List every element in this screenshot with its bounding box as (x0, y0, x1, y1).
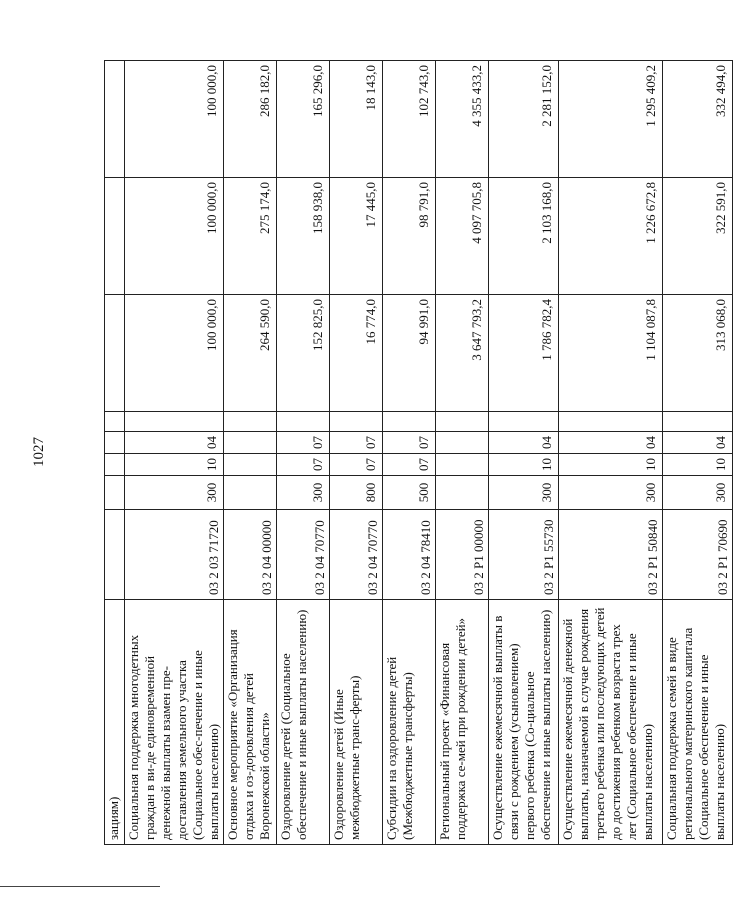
subsection-cell: 04 (559, 432, 663, 454)
subsection-cell (436, 432, 489, 454)
description-cell: Субсидии на оздоровление детей (Межбюджетные трансферты) (383, 600, 436, 845)
section-cell: 10 (559, 454, 663, 476)
amount-year1-cell (105, 295, 125, 412)
expense-type-cell: 300 (277, 476, 330, 510)
expense-type-cell (436, 476, 489, 510)
target-code-cell: 03 2 P1 00000 (436, 510, 489, 600)
table-row (277, 61, 330, 845)
expense-type-cell (224, 476, 277, 510)
subsection-cell (224, 432, 277, 454)
target-code-cell: 03 2 P1 70690 (663, 510, 733, 600)
description-cell: Оздоровление детей (Социальное обеспечение и иные выплаты населению) (277, 600, 330, 845)
section-cell: 07 (383, 454, 436, 476)
target-code-cell: 03 2 04 78410 (383, 510, 436, 600)
amount-year3-cell (105, 61, 125, 178)
expense-type-cell: 300 (663, 476, 733, 510)
section-cell: 07 (277, 454, 330, 476)
amount-year1-cell: 264 590,0 (224, 295, 277, 412)
expense-type-cell: 500 (383, 476, 436, 510)
amount-year2-cell: 322 591,0 (663, 178, 733, 295)
amount-year3-cell: 1 295 409,2 (559, 61, 663, 178)
amount-year1-cell: 313 068,0 (663, 295, 733, 412)
description-cell: Социальная поддержка семей в виде регионального материнского капитала (Социальное обеспечение и иные выплаты населению) (663, 600, 733, 845)
blank-cell (125, 412, 224, 432)
amount-year2-cell: 98 791,0 (383, 178, 436, 295)
amount-year1-cell: 100 000,0 (125, 295, 224, 412)
description-cell: Осуществление ежемесячной выплаты в связи с рождением (усыновлением) первого ребенка (Со-циальное обеспечение и иные выплаты населению) (489, 600, 559, 845)
target-code-cell: 03 2 P1 50840 (559, 510, 663, 600)
subsection-cell: 07 (330, 432, 383, 454)
amount-year3-cell: 4 355 433,2 (436, 61, 489, 178)
amount-year3-cell: 102 743,0 (383, 61, 436, 178)
amount-year1-cell: 1 104 087,8 (559, 295, 663, 412)
subsection-cell: 04 (125, 432, 224, 454)
table-row (559, 61, 663, 845)
table-row (224, 61, 277, 845)
blank-cell (330, 412, 383, 432)
expense-type-cell: 300 (559, 476, 663, 510)
amount-year2-cell: 17 445,0 (330, 178, 383, 295)
amount-year3-cell: 286 182,0 (224, 61, 277, 178)
amount-year3-cell: 18 143,0 (330, 61, 383, 178)
amount-year2-cell: 1 226 672,8 (559, 178, 663, 295)
expense-type-cell: 300 (125, 476, 224, 510)
target-code-cell: 03 2 04 00000 (224, 510, 277, 600)
table-row (383, 61, 436, 845)
blank-cell (436, 412, 489, 432)
section-cell (436, 454, 489, 476)
table-row (663, 61, 733, 845)
description-cell: Социальная поддержка многодетных граждан в ви-де единовременной денежной выплаты взамен пре-доставления земельного участка (Социальное обес-печение и иные выплаты населению) (125, 600, 224, 845)
section-cell (224, 454, 277, 476)
amount-year3-cell: 100 000,0 (125, 61, 224, 178)
subsection-cell: 04 (489, 432, 559, 454)
amount-year1-cell: 16 774,0 (330, 295, 383, 412)
amount-year3-cell: 2 281 152,0 (489, 61, 559, 178)
description-cell: Осуществление ежемесячной денежной выплаты, назначаемой в случае рождения третьего ребенка или последующих детей до достижения ребенком возраста трех лет (Социальное обеспечение и иные выплаты населению) (559, 600, 663, 845)
expense-type-cell: 800 (330, 476, 383, 510)
blank-cell (559, 412, 663, 432)
target-code-cell: 03 2 04 70770 (330, 510, 383, 600)
table-row (125, 61, 224, 845)
footer-rule (0, 886, 160, 887)
amount-year1-cell: 152 825,0 (277, 295, 330, 412)
amount-year1-cell: 3 647 793,2 (436, 295, 489, 412)
section-cell: 10 (663, 454, 733, 476)
table-row (489, 61, 559, 845)
amount-year1-cell: 94 991,0 (383, 295, 436, 412)
table-row (436, 61, 489, 845)
target-code-cell: 03 2 04 70770 (277, 510, 330, 600)
expense-type-cell (105, 476, 125, 510)
section-cell: 07 (330, 454, 383, 476)
description-cell: Региональный проект «Финансовая поддержка се-мей при рождении детей» (436, 600, 489, 845)
section-cell: 10 (125, 454, 224, 476)
description-cell: зациям) (105, 600, 125, 845)
expense-type-cell: 300 (489, 476, 559, 510)
description-cell: Оздоровление детей (Иные межбюджетные транс-ферты) (330, 600, 383, 845)
table-body (105, 61, 733, 845)
subsection-cell: 07 (383, 432, 436, 454)
blank-cell (105, 412, 125, 432)
blank-cell (489, 412, 559, 432)
amount-year3-cell: 165 296,0 (277, 61, 330, 178)
description-cell: Основное мероприятие «Организация отдыха и оз-доровления детей Воронежской области» (224, 600, 277, 845)
subsection-cell: 07 (277, 432, 330, 454)
amount-year2-cell: 158 938,0 (277, 178, 330, 295)
budget-table (104, 60, 733, 845)
blank-cell (663, 412, 733, 432)
table-row (330, 61, 383, 845)
page-number: 1027 (31, 437, 47, 467)
rotated-budget-table-wrapper (104, 60, 730, 845)
blank-cell (277, 412, 330, 432)
amount-year2-cell (105, 178, 125, 295)
amount-year2-cell: 2 103 168,0 (489, 178, 559, 295)
target-code-cell (105, 510, 125, 600)
subsection-cell (105, 432, 125, 454)
subsection-cell: 04 (663, 432, 733, 454)
amount-year3-cell: 332 494,0 (663, 61, 733, 178)
amount-year1-cell: 1 786 782,4 (489, 295, 559, 412)
blank-cell (383, 412, 436, 432)
target-code-cell: 03 2 03 71720 (125, 510, 224, 600)
section-cell (105, 454, 125, 476)
amount-year2-cell: 275 174,0 (224, 178, 277, 295)
amount-year2-cell: 4 097 705,8 (436, 178, 489, 295)
section-cell: 10 (489, 454, 559, 476)
blank-cell (224, 412, 277, 432)
table-row (105, 61, 125, 845)
amount-year2-cell: 100 000,0 (125, 178, 224, 295)
target-code-cell: 03 2 P1 55730 (489, 510, 559, 600)
